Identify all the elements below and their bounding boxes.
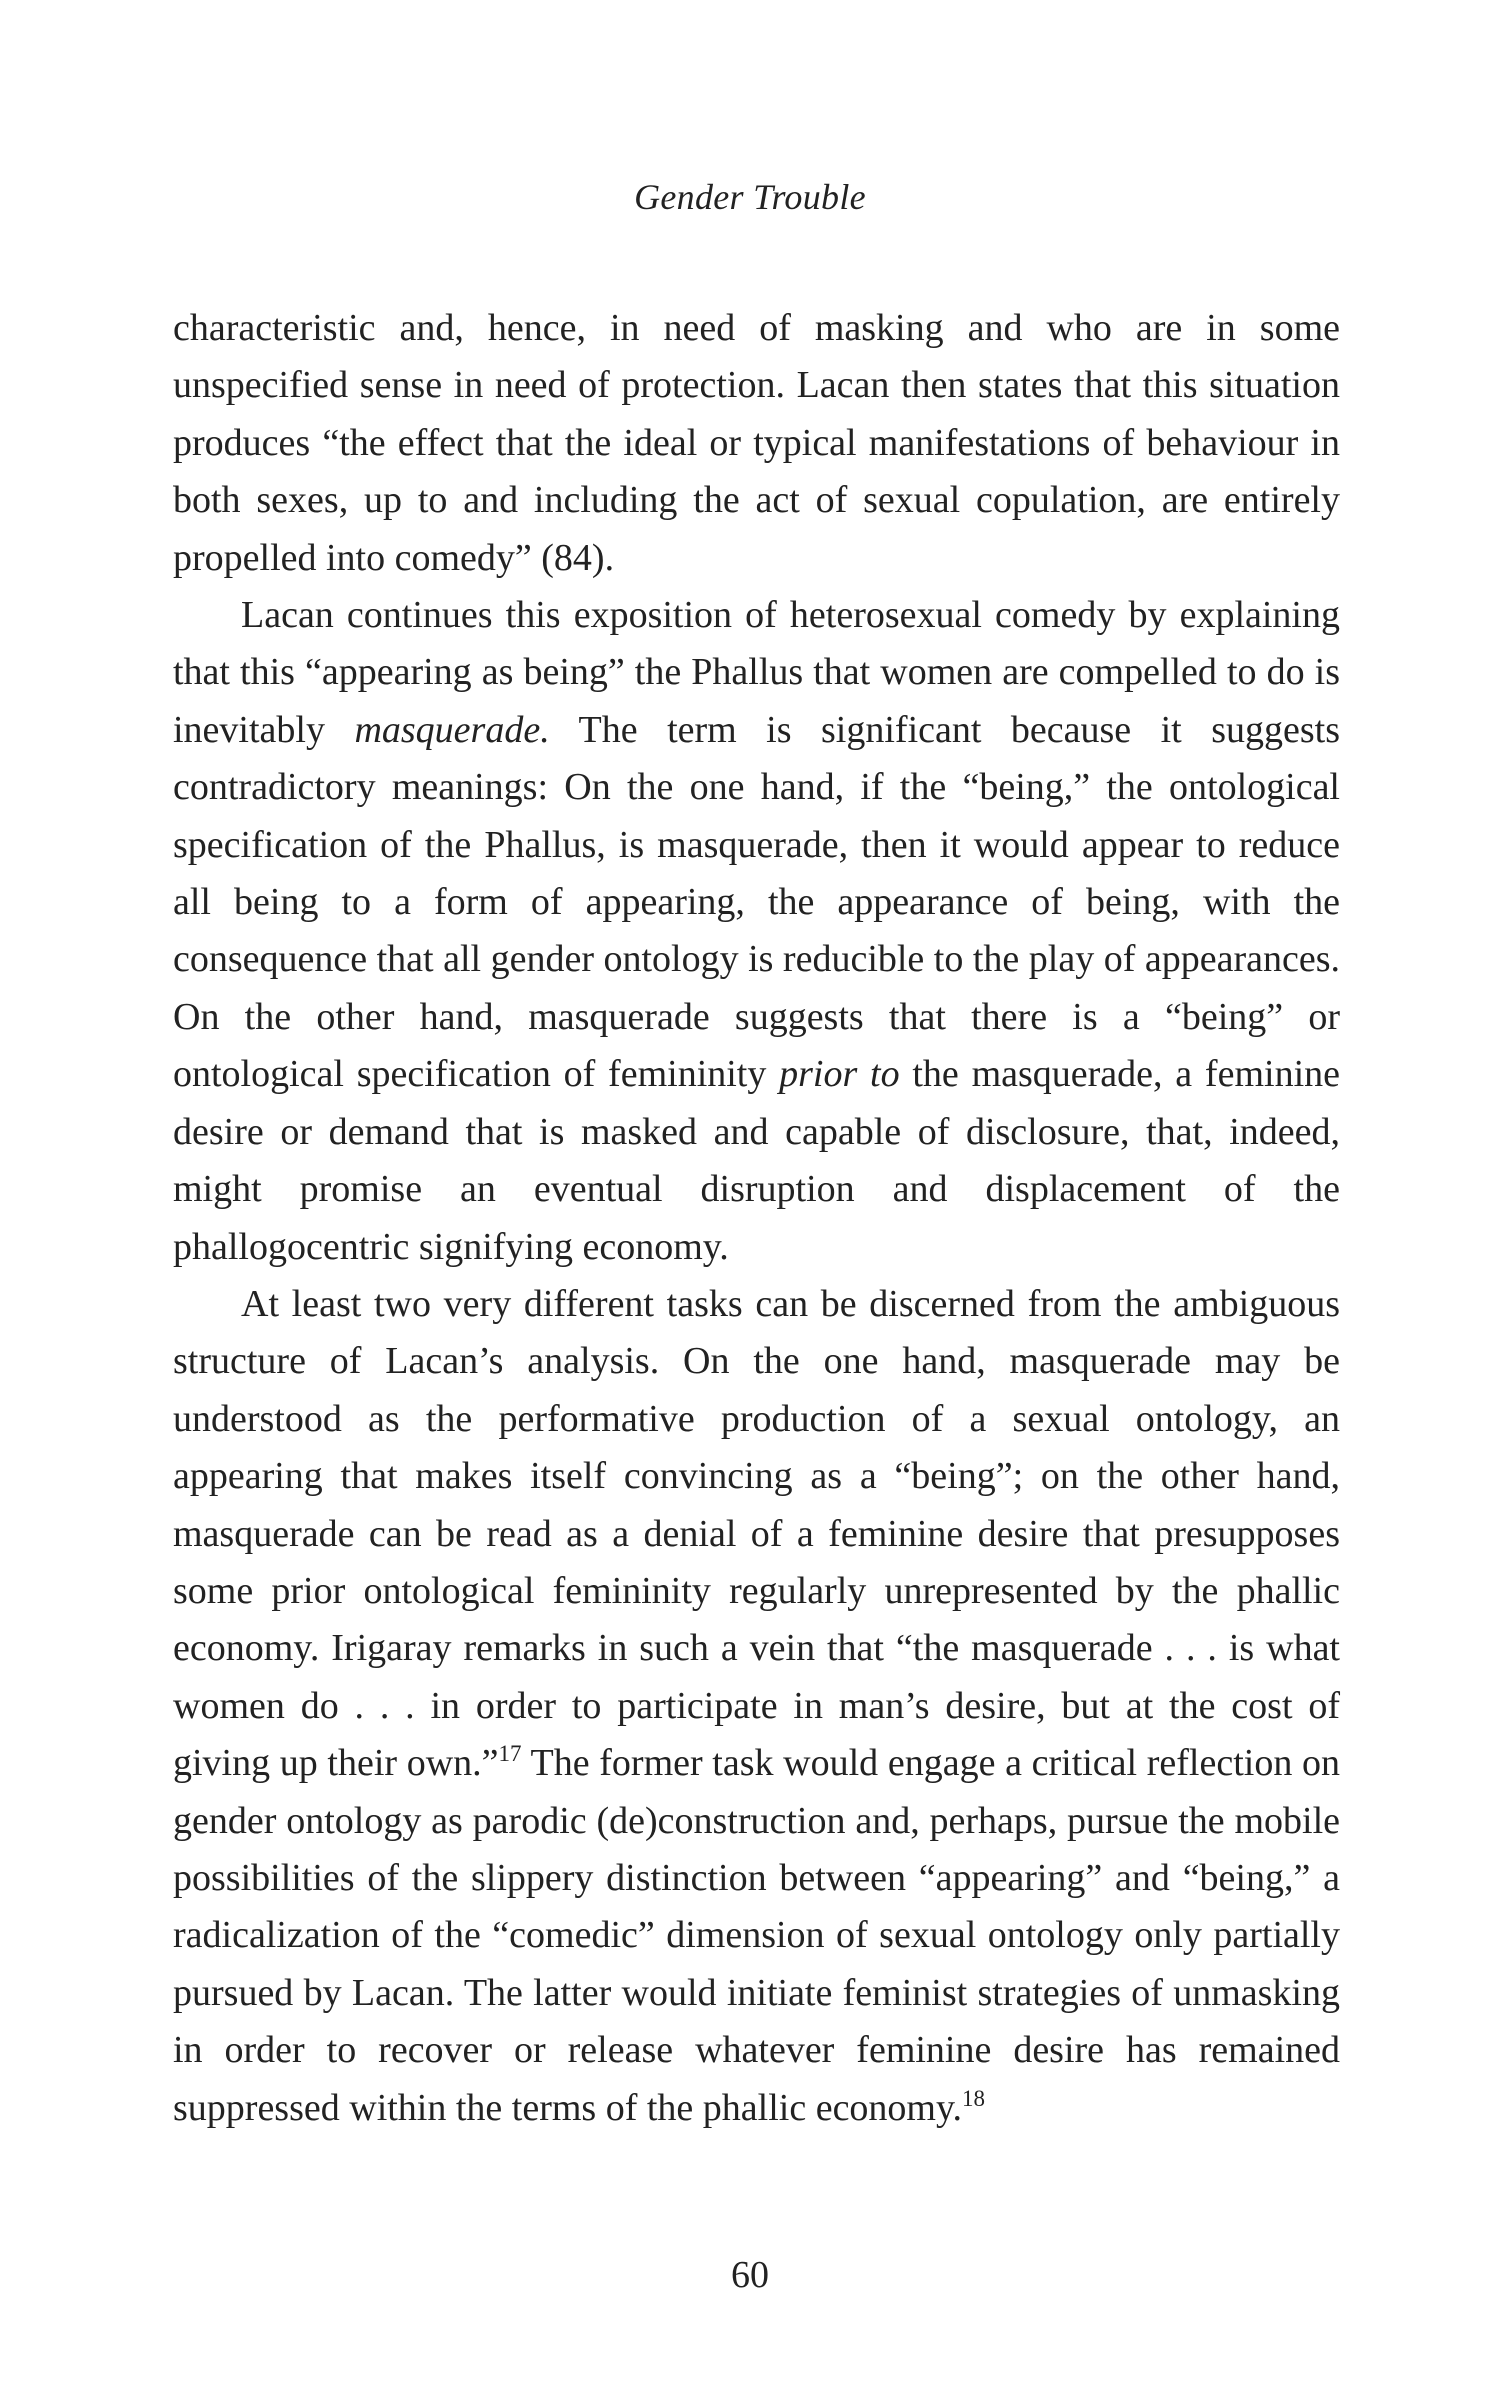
italic-term-masquerade: masquerade.: [354, 708, 550, 751]
text-run: At least two very different tasks can be discerned from the ambiguous structure of Lacan’s analysis. On the one hand, masquerade may be understood as the performative production of a sexual ontology, an appearing that makes itself convincing as a “being”; on the other hand, masquerade can be read as a denial of a feminine desire that presupposes some prior ontological femininity regularly unrepresented by the phallic economy. Irigaray remarks in such a vein that “the masquerade . . . is what women do . . . in order to participate in man’s desire, but at the cost of giving up their own.”: [173, 1282, 1340, 1785]
text-run: characteristic and, hence, in need of masking and who are in some unspecified sense in need of protection. Lacan then states that this situation produces “the effect that the ideal or typical manifestations of behaviour in both sexes, up to and including the act of sexual copulation, are entirely propelled into comedy” (84).: [173, 307, 1340, 579]
paragraph-3: [173, 1276, 1340, 2137]
running-head: Gender Trouble: [634, 177, 866, 217]
text-run: the masquerade, a feminine desire or demand that is masked and capable of disclosure, that, indeed, might promise an eventual disruption and displacement of the phallogocentric signifying economy.: [173, 1053, 1340, 1268]
page-number: 60: [731, 2254, 769, 2296]
paragraph-2: [173, 587, 1340, 1276]
footnote-ref-18: 18: [962, 2085, 986, 2111]
italic-term-prior-to: prior to: [779, 1053, 900, 1096]
paragraph-1: [173, 300, 1340, 587]
text-run: The former task would engage a critical reflection on gender ontology as parodic (de)construction and, perhaps, pursue the mobile possibilities of the slippery distinction between “appearing” and “being,” a radicalization of the “comedic” dimension of sexual ontology only partially pursued by Lacan. The latter would initiate feminist strategies of unmasking in order to recover or release whatever feminine desire has remained suppressed within the terms of the phallic economy.: [173, 1742, 1340, 2129]
body-text: [173, 300, 1340, 2137]
text-run: Lacan continues this exposition of heterosexual comedy by explaining that this “appearing as being” the Phallus that women are compelled to do is inevitably: [173, 594, 1340, 751]
text-run: The term is significant because it suggests contradictory meanings: On the one hand, if the “being,” the ontological specification of the Phallus, is masquerade, then it would appear to reduce all being to a form of appearing, the appearance of being, with the consequence that all gender ontology is reducible to the play of appearances. On the other hand, masquerade suggests that there is a “being” or ontological specification of femininity: [173, 708, 1341, 1096]
footnote-ref-17: 17: [498, 1741, 522, 1767]
